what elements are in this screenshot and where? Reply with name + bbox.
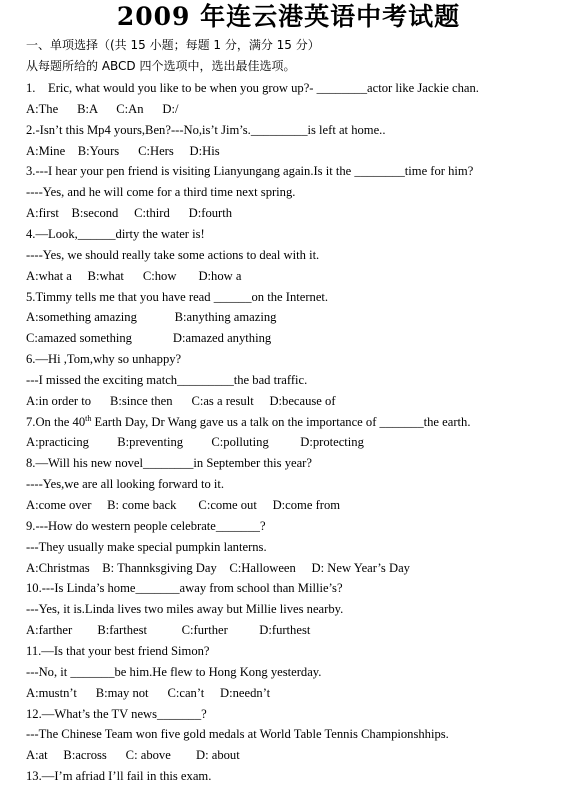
document-line: 9.---How do western people celebrate_______? (26, 518, 266, 533)
section-header: 一、单项选择（(共 15 小题；每题 1 分，满分 15 分） (26, 38, 320, 52)
document-line: ---I missed the exciting match_________the bad traffic. (26, 372, 308, 387)
document-line: A:what a B:what C:how D:how a (26, 268, 242, 283)
document-line: 6.—Hi ,Tom,why so unhappy? (26, 352, 182, 367)
document-line: 1. Eric, what would you like to be when you grow up?- ________actor like Jackie chan. (26, 81, 479, 95)
document-line: A:Christmas B: Thannksgiving Day C:Halloween D: New Year’s Day (26, 560, 410, 575)
document-line: 12.—What’s the TV news_______? (26, 706, 207, 721)
document-line: A:practicing B:preventing C:polluting D:protecting (26, 435, 364, 450)
document-line: 5.Timmy tells me that you have read ______on the Internet. (26, 289, 329, 304)
document-line: 13.—I’m afriad I’ll fail in this exam. (26, 769, 212, 784)
document-line: A:Mine B:Yours C:Hers D:His (26, 143, 220, 158)
document-line: 8.—Will his new novel________in September this year? (26, 456, 312, 471)
document-line: ----Yes, we should really take some actions to deal with it. (26, 247, 320, 262)
document-line: C:amazed something D:amazed anything (26, 331, 272, 346)
document-line: ---Yes, it is.Linda lives two miles away but Millie lives nearby. (26, 602, 344, 617)
document-line: ----Yes, and he will come for a third time next spring. (26, 185, 296, 200)
document-line: A:something amazing B:anything amazing (26, 310, 277, 325)
document-line: A:at B:across C: above D: about (26, 748, 240, 763)
document-line: 3.---I hear your pen friend is visiting Lianyungang again.Is it the ________time for him? (26, 164, 474, 179)
instruction-text: 从每题所给的 ABCD 四个选项中，选出最佳选项。 (26, 59, 296, 73)
document-line: 4.—Look,______dirty the water is! (26, 226, 205, 241)
document-line: ---They usually make special pumpkin lanterns. (26, 539, 267, 554)
ordinal-superscript: th (85, 413, 92, 423)
document-line: A:in order to B:since then C:as a result D:because of (26, 393, 336, 408)
document-line: ---No, it _______be him.He flew to Hong Kong yesterday. (26, 664, 322, 679)
document-line: 7.On the 40th Earth Day, Dr Wang gave us a talk on the importance of _______the earth. (26, 413, 471, 429)
document-line: 2.-Isn’t this Mp4 yours,Ben?---No,is’t Jim’s._________is left at home.. (26, 122, 386, 137)
document-line: A:mustn’t B:may not C:can’t D:needn’t (26, 685, 271, 700)
page-title: 2009 年连云港英语中考试题 (116, 2, 461, 31)
document-line: 10.---Is Linda’s home_______away from school than Millie’s? (26, 581, 343, 596)
document-line: ---The Chinese Team won five gold medals at World Table Tennis Championshhips. (26, 727, 449, 742)
document-line: A:The B:A C:An D:/ (26, 101, 179, 116)
document-line: A:come over B: come back C:come out D:come from (26, 498, 341, 512)
document-line: A:first B:second C:third D:fourth (26, 206, 233, 221)
document-line: 11.—Is that your best friend Simon? (26, 643, 210, 658)
document-line: A:farther B:farthest C:further D:furthest (26, 623, 311, 638)
document-line: ----Yes,we are all looking forward to it. (26, 477, 225, 492)
